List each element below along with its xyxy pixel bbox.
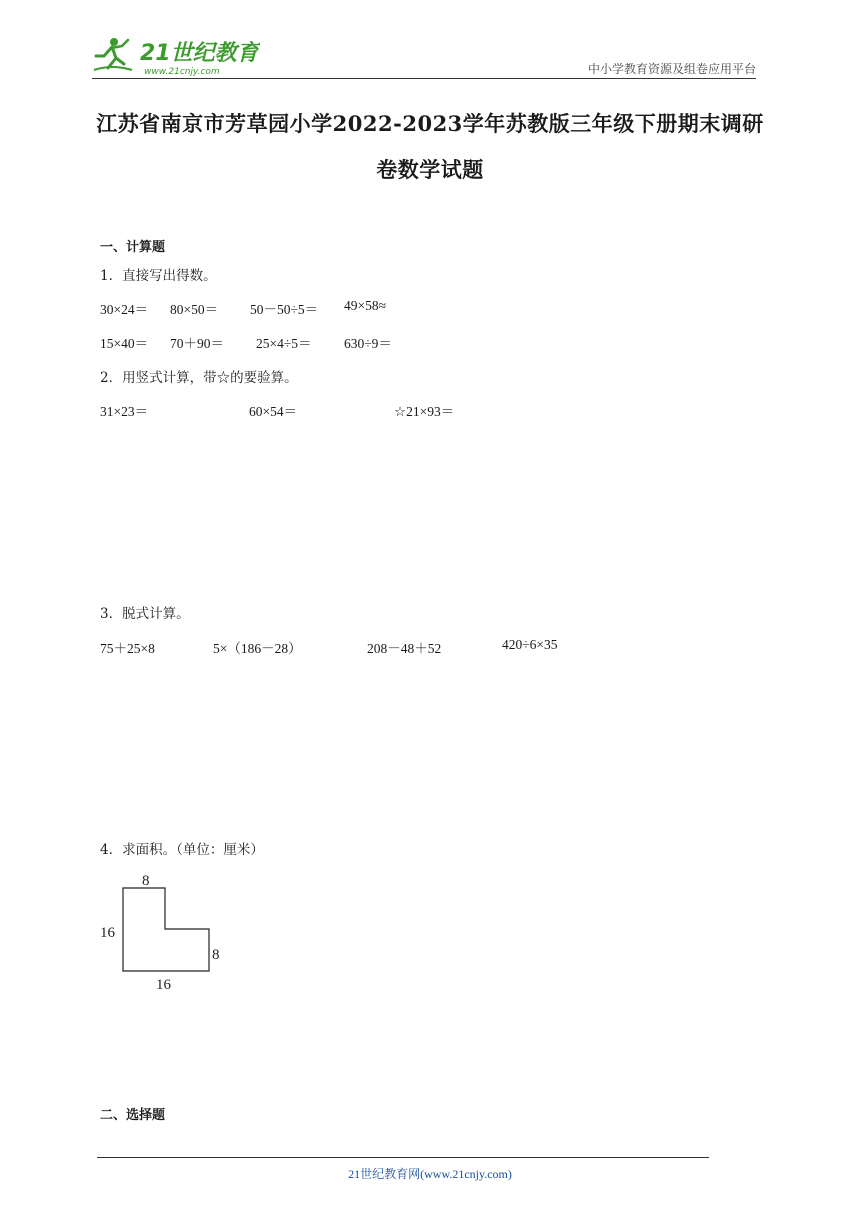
document-title-line1: 江苏省南京市芳草园小学2022-2023学年苏教版三年级下册期末调研	[96, 111, 764, 136]
q2-item: 31×23＝	[100, 404, 149, 419]
q3-item: 420÷6×35	[502, 637, 558, 652]
section-heading-calc: 一、计算题	[100, 240, 166, 255]
question-2-prompt: 2．用竖式计算，带☆的要验算。	[100, 370, 298, 386]
question-1-prompt: 1．直接写出得数。	[100, 268, 217, 284]
runner-logo-icon	[92, 34, 260, 78]
l-shape-figure	[96, 868, 236, 996]
q1-item: 25×4÷5＝	[256, 336, 312, 351]
q2-item: 60×54＝	[249, 404, 298, 419]
question-4-prompt: 4．求面积。（单位：厘米）	[100, 842, 264, 858]
header-platform-text: 中小学教育资源及组卷应用平台	[587, 62, 756, 76]
q3-item: 5×（186－28）	[213, 641, 302, 656]
question-3-prompt: 3．脱式计算。	[100, 606, 190, 622]
q3-item: 208－48＋52	[367, 641, 442, 656]
q1-item: 30×24＝	[100, 302, 149, 317]
q3-item: 75＋25×8	[100, 641, 155, 656]
logo	[92, 34, 260, 78]
header-divider	[92, 78, 756, 79]
footer-link[interactable]: 21世纪教育网(www.21cnjy.com)	[348, 1167, 512, 1181]
q1-item: 70＋90＝	[170, 336, 224, 351]
figure-label-right: 8	[212, 947, 220, 963]
figure-label-left: 16	[100, 925, 115, 941]
footer-divider	[97, 1157, 709, 1158]
figure-label-top: 8	[142, 873, 150, 889]
logo-text: 21世纪教育	[140, 41, 259, 66]
section-heading-choice: 二、选择题	[100, 1108, 166, 1123]
q1-item: 630÷9＝	[344, 336, 392, 351]
q1-item: 50－50÷5＝	[250, 302, 319, 317]
q1-item: 15×40＝	[100, 336, 149, 351]
logo-url: www.21cnjy.com	[144, 67, 220, 77]
q1-item: 49×58≈	[344, 298, 387, 313]
q1-item: 80×50＝	[170, 302, 219, 317]
document-title-line2: 卷数学试题	[376, 157, 484, 182]
q2-item: ☆21×93＝	[394, 404, 455, 419]
figure-label-bottom: 16	[156, 977, 171, 993]
